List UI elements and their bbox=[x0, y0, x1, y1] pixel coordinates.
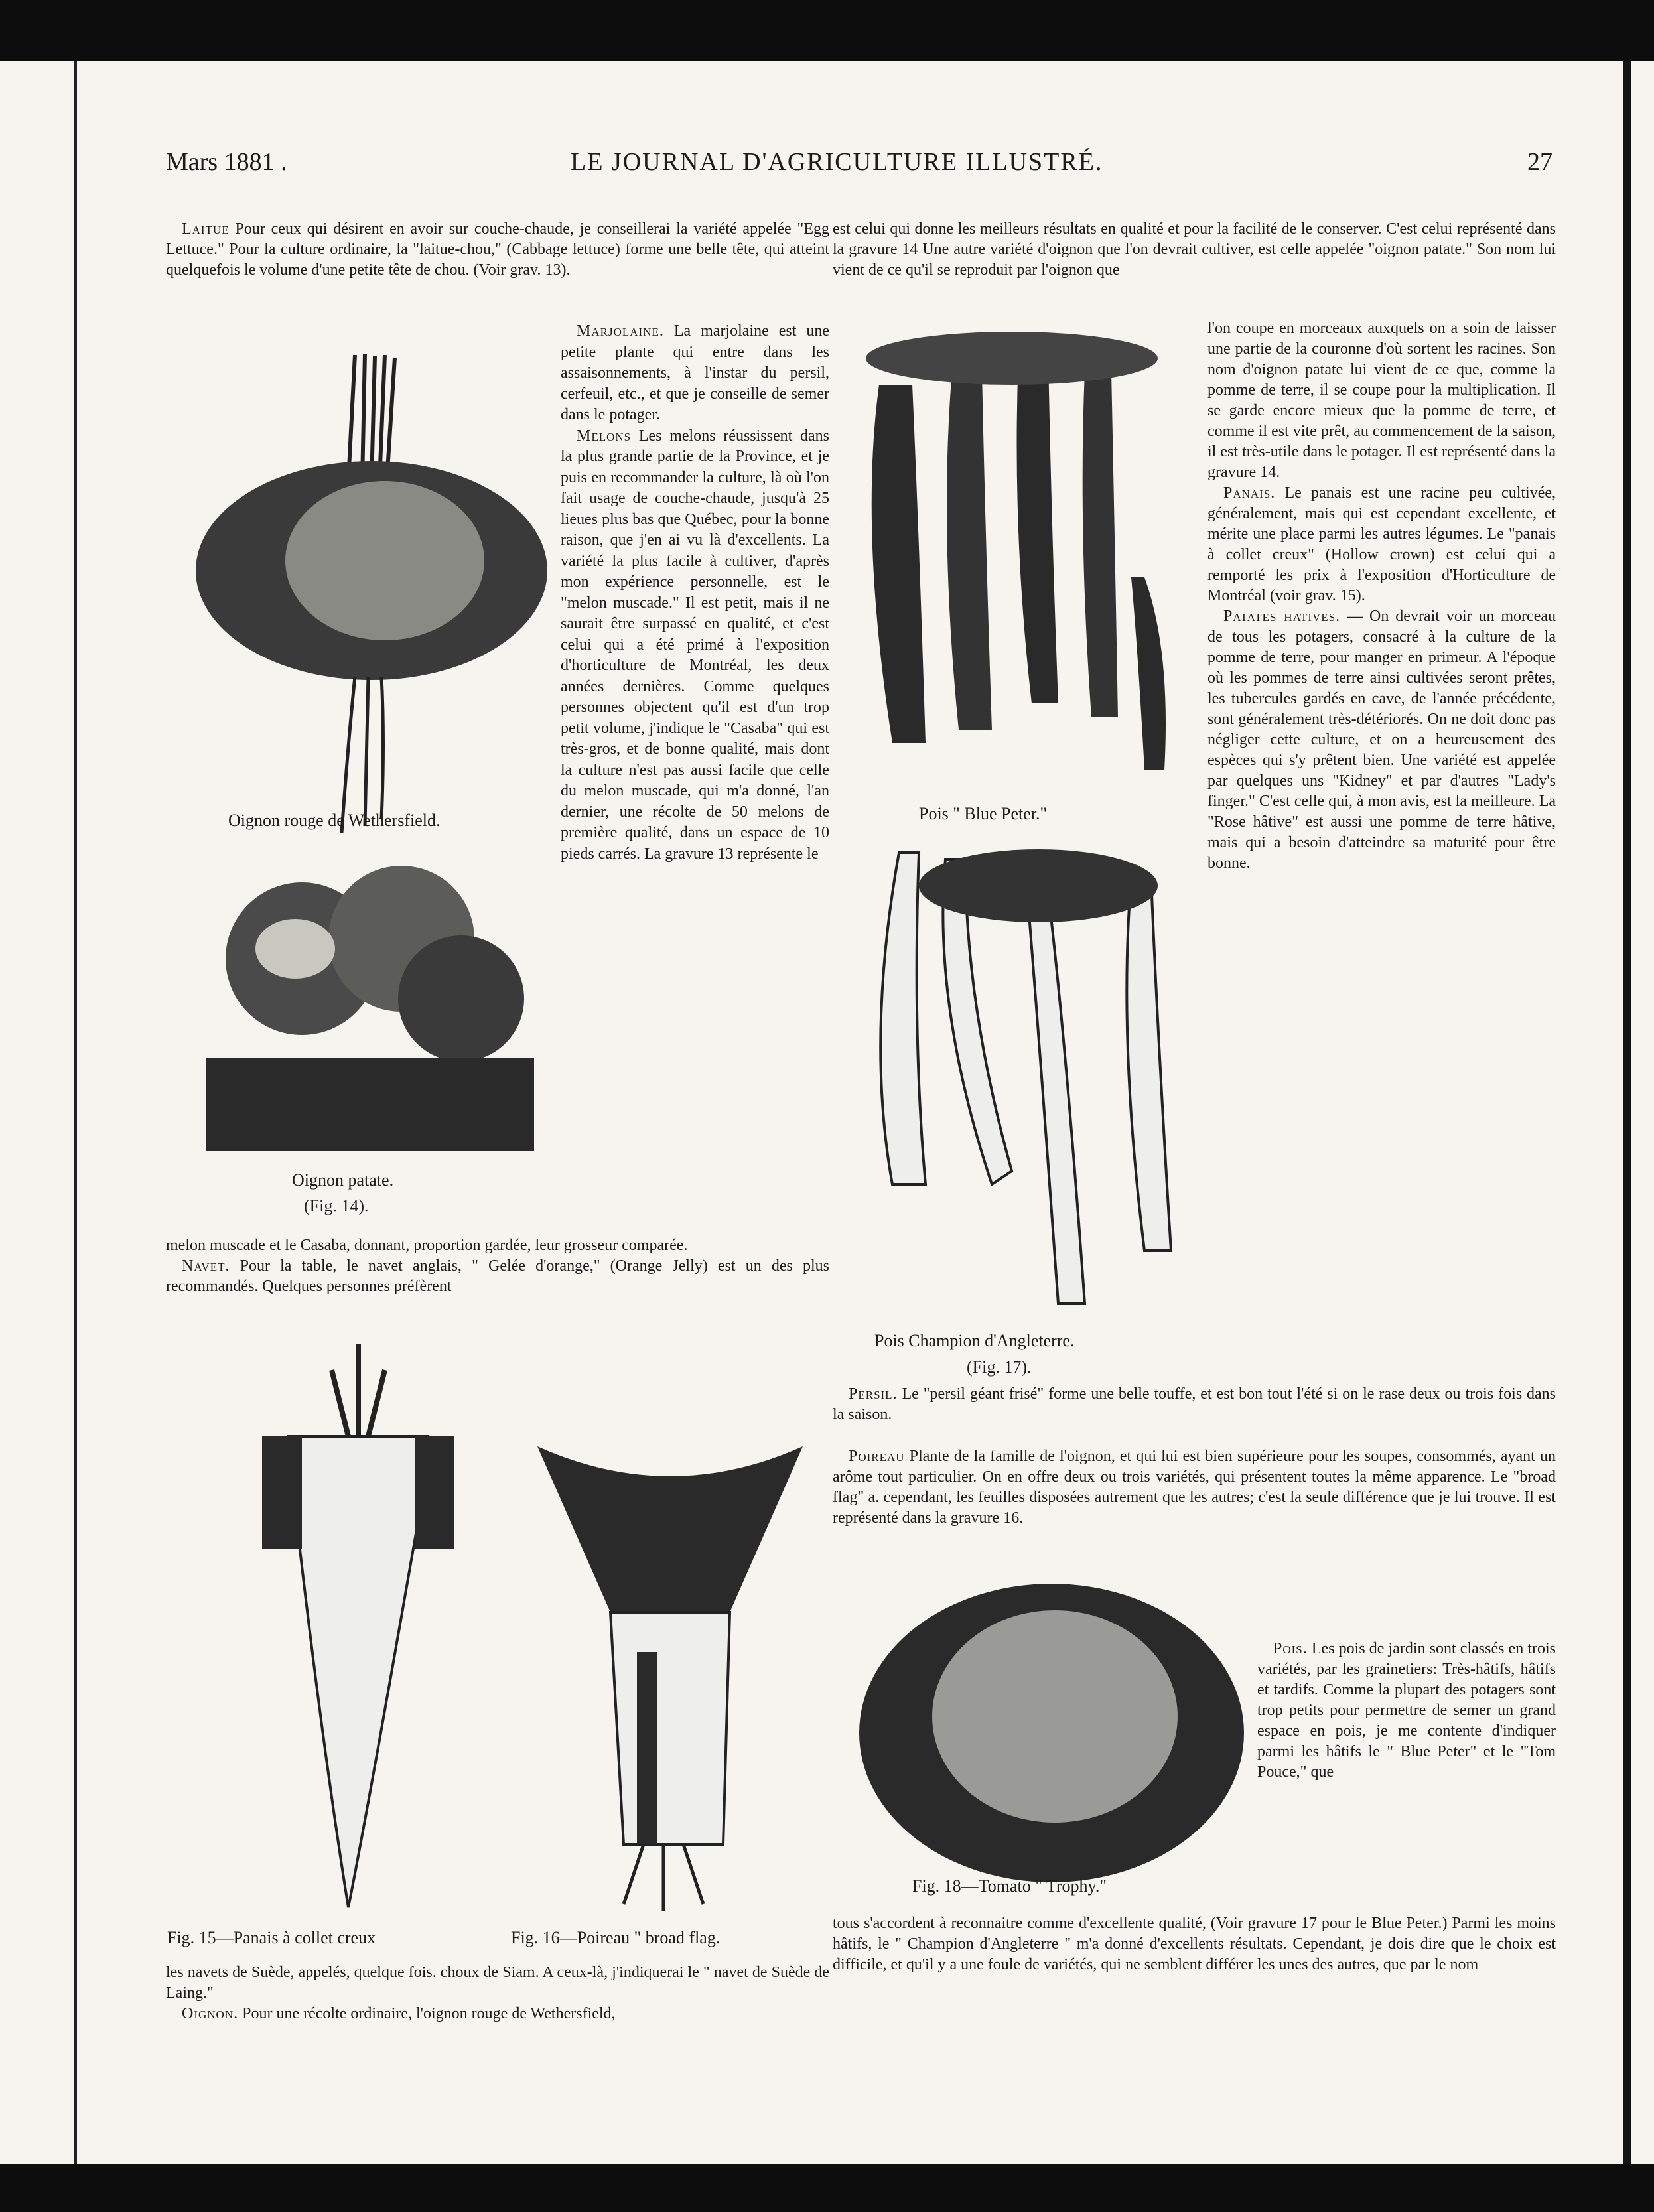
marjolaine-heading: Marjolaine. bbox=[577, 322, 664, 340]
caption-oignon-rouge: Oignon rouge de Wethersfield. bbox=[228, 811, 441, 830]
panais-text: Le panais est une racine peu cultivée, généralement, mais qui est cependant excellente, et mérite une place parmi les autres légumes. Le "panais à collet creux" (Hollow crown) est celui qui a remporté les prix à l'exposition d'Horticulture de Montréal (voir grav. 15). bbox=[1207, 484, 1556, 604]
navet-end-text: les navets de Suède, appelés, quelque fois. choux de Siam. A ceux-là, j'indiquerai le " navet de Suède de Laing." bbox=[166, 1964, 829, 2002]
top-border bbox=[0, 0, 1654, 61]
bottom-border bbox=[0, 2164, 1654, 2212]
caption-pois-blue-peter: Pois " Blue Peter." bbox=[919, 804, 1048, 823]
right-border bbox=[1623, 61, 1631, 2164]
oignon-cont-paragraph bbox=[833, 219, 1556, 281]
melons-text: Les melons réussissent dans la plus grande partie de la Province, et je puis en recommander la culture, là où l'on fait usage de couche-chaude, jusqu'à 25 lieues plus bas que Québec, pour la bonne raison, que j'en ai vu là d'excellents. La variété la plus facile à cultiver, d'après mon expérience personnelle, est le "melon muscade." Il est petit, mais il ne saurait être surpassé en qualité, et c'est celui qui a été primé à l'exposition d'horticulture de Montréal, les deux années dernières. Comme quelques personnes objectent qu'il est d'un trop petit volume, j'indique le "Casaba" qui est très-gros, et de bonne qualité, mais dont la culture n'est pas aussi facile que celle du melon muscade, qui m'a donné, l'an dernier, une récolte de 50 melons de première qualité, dans un espace de 10 pieds carrés. La gravure 13 représente le bbox=[561, 427, 830, 863]
laitue-paragraph bbox=[166, 219, 829, 281]
patates-heading: Patates hatives. bbox=[1223, 608, 1341, 625]
caption-fig14: (Fig. 14). bbox=[304, 1196, 369, 1215]
figure-pois-blue-peter bbox=[839, 332, 1198, 783]
figure-oignon-rouge bbox=[186, 342, 557, 833]
caption-oignon-patate: Oignon patate. bbox=[292, 1170, 394, 1190]
navet-text: Pour la table, le navet anglais, " Gelée d'orange," (Orange Jelly) est un des plus recommandés. Quelques personnes préfèrent bbox=[166, 1257, 829, 1295]
panais-heading: Panais. bbox=[1223, 484, 1276, 502]
pois-text: Les pois de jardin sont classés en trois variétés, par les grainetiers: Très-hâtifs, hâtifs et tardifs. Comme la plupart des potagers sont trop petits pour permettre de semer un grand espace en pois, je me contente d'indiquer parmi les hâtifs le " Blue Peter" et le "Tom Pouce," que bbox=[1257, 1640, 1556, 1781]
figure-pois-champion bbox=[839, 839, 1211, 1320]
poireau-pois-text bbox=[833, 1446, 1556, 1529]
panais-patates-text bbox=[1207, 318, 1556, 874]
laitue-text: Pour ceux qui désirent en avoir sur couche-chaude, je conseillerai la variété appelée "Egg Lettuce." Pour la culture ordinaire, la "laitue-chou," (Cabbage lettuce) forme une belle tête, qui atteint quelquefois le volume d'une petite tête de chou. (Voir grav. 13). bbox=[166, 220, 829, 279]
melons-end-text: melon muscade et le Casaba, donnant, proportion gardée, leur grosseur comparée. bbox=[166, 1237, 688, 1254]
marjolaine-text: La marjolaine est une petite plante qui entre dans les assaisonnements, à l'instar du persil, cerfeuil, etc., et que je conseille de semer dans le potager. bbox=[561, 322, 830, 423]
marjolaine-melons-text bbox=[561, 321, 829, 1217]
figure-oignon-patate bbox=[202, 859, 541, 1158]
page-number: 27 bbox=[1527, 148, 1552, 176]
header-date: Mars 1881 . bbox=[166, 148, 287, 176]
caption-fig16: Fig. 16—Poireau " broad flag. bbox=[511, 1928, 721, 1947]
caption-fig15: Fig. 15—Panais à collet creux bbox=[167, 1928, 376, 1947]
figure-poireau bbox=[531, 1440, 809, 1917]
oignon-cont-text: est celui qui donne les meilleurs résultats en qualité et pour la facilité de le conserver. C'est celui représenté dans la gravure 14 Une autre variété d'oignon que l'on devrait cultiver, est celle appelée "oignon patate." Son nom lui vient de ce qu'il se reproduit par l'oignon que bbox=[833, 220, 1556, 279]
caption-fig18: Fig. 18—Tomato " Trophy." bbox=[912, 1876, 1107, 1896]
laitue-heading: Laitue bbox=[182, 220, 230, 238]
caption-fig17: (Fig. 17). bbox=[967, 1357, 1032, 1377]
figure-tomato-trophy bbox=[856, 1574, 1247, 1886]
header-title: LE JOURNAL D'AGRICULTURE ILLUSTRÉ. bbox=[571, 148, 1103, 176]
oignon-text: Pour une récolte ordinaire, l'oignon rouge de Wethersfield, bbox=[242, 2005, 616, 2022]
caption-pois-champion: Pois Champion d'Angleterre. bbox=[874, 1331, 1075, 1350]
oignon-paragraph bbox=[166, 1963, 829, 2024]
patates-text: — On devrait voir un morceau de tous les potagers, consacré à la culture de la pomme de terre, pour manger en primeur. A l'époque où les pommes de terre ainsi cultivées seront prêtes, les tubercules gardés en cave, de l'année précédente, sont généralement très-détériorés. On ne doit donc pas négliger cette culture, et on a heureusement des espèces qui s'y prêtent bien. Une variété est appelée par quelques uns "Kidney" et par d'autres "Lady's finger." C'est celle qui, à mon avis, est la meilleure. La "Rose hâtive" est aussi une pomme de terre hâtive, mais qui a besoin d'atteindre sa maturité pour être bonne. bbox=[1207, 608, 1556, 872]
pois-paragraph bbox=[1257, 1639, 1556, 1783]
melons-heading: Melons bbox=[577, 427, 632, 445]
oignon-heading: Oignon. bbox=[182, 2005, 239, 2022]
persil-poireau-paragraph bbox=[833, 1384, 1556, 1425]
left-rule bbox=[74, 61, 77, 2164]
page-header bbox=[166, 147, 1552, 187]
navet-heading: Navet. bbox=[182, 1257, 230, 1275]
pois-heading: Pois. bbox=[1273, 1640, 1308, 1657]
persil-heading: Persil. bbox=[849, 1385, 898, 1403]
poireau-text: Plante de la famille de l'oignon, et qui lui est bien supérieure pour les soupes, consommés, ayant un arôme tout particulier. On en offre deux ou trois variétés, qui présentent toutes la même apparence. Le "broad flag" a. cependant, les feuilles disposées autrement que les autres; c'est la seule différence que je lui trouve. Il est représenté dans la gravure 16. bbox=[833, 1448, 1556, 1527]
pois-end-paragraph bbox=[833, 1913, 1556, 1975]
poireau-heading: Poireau bbox=[849, 1448, 905, 1465]
oignon-cont2-text: l'on coupe en morceaux auxquels on a soin de laisser une partie de la couronne d'où sortent les racines. Son nom d'oignon patate lui vient de ce que, comme la pomme de terre, il se coupe pour la multiplication. Il se garde encore mieux que la pomme de terre, et comme il est vite prêt, au commencement de la saison, il est très-utile dans le potager. Il est représenté dans la gravure 14. bbox=[1207, 320, 1556, 481]
figure-panais bbox=[249, 1344, 468, 1914]
pois-end-text: tous s'accordent à reconnaitre comme d'excellente qualité, (Voir gravure 17 pour le Blue Peter.) Parmi les moins hâtifs, le " Champion d'Angleterre " m'a donné d'excellents résultats. Cependant, je dois dire que le choix est difficile, et qu'il y a une foule de variétés, qui ne semblent différer les unes des autres, que par le nom bbox=[833, 1915, 1556, 1973]
navet-paragraph bbox=[166, 1235, 829, 1297]
persil-text: Le "persil géant frisé" forme une belle touffe, et est bon tout l'été si on le rase deux ou trois fois dans la saison. bbox=[833, 1385, 1556, 1423]
